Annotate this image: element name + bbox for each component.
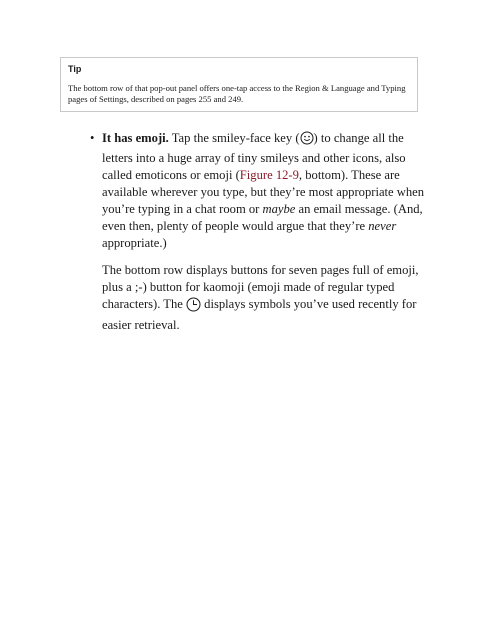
bullet-text-e: appropriate.): [102, 236, 167, 250]
bullet-item-emoji: [78, 130, 428, 252]
tip-title: Tip: [68, 64, 82, 74]
bullet-text-c: , bottom). These are available wherever you type, but they’re most appropriate when you’re typing in a chat room or: [102, 168, 425, 216]
bullet-text-b: ) to change all the letters into a huge array of tiny smileys and other icons, also called emoticons or emoji (: [102, 131, 406, 182]
tip-box: [60, 57, 418, 112]
clock-icon: [186, 297, 201, 317]
bullet-lead: It has emoji.: [102, 131, 169, 145]
paragraph-emoji-pages: [78, 262, 428, 334]
paragraph2-text-a: The bottom row displays buttons for seven pages full of emoji, plus a ;-) button for kaomoji (emoji made of regular typed characters). The: [102, 263, 419, 311]
figure-link[interactable]: Figure 12-9: [239, 168, 299, 182]
smiley-face-icon: [300, 131, 314, 150]
bullet-text-d: an email message. (And, even then, plenty of people would argue that they’re: [102, 202, 423, 233]
paragraph2-text-b: displays symbols you’ve used recently for easier retrieval.: [102, 297, 417, 332]
bullet-marker: •: [90, 131, 95, 145]
bullet-emphasis-never: never: [368, 219, 397, 233]
tip-text: The bottom row of that pop-out panel offers one-tap access to the Region & Language and Typing pages of Settings, described on pages 255 and 249.: [68, 83, 406, 104]
bullet-emphasis-maybe: maybe: [262, 202, 296, 216]
bullet-text-a: Tap the smiley-face key (: [168, 131, 300, 145]
main-content: [78, 130, 428, 334]
